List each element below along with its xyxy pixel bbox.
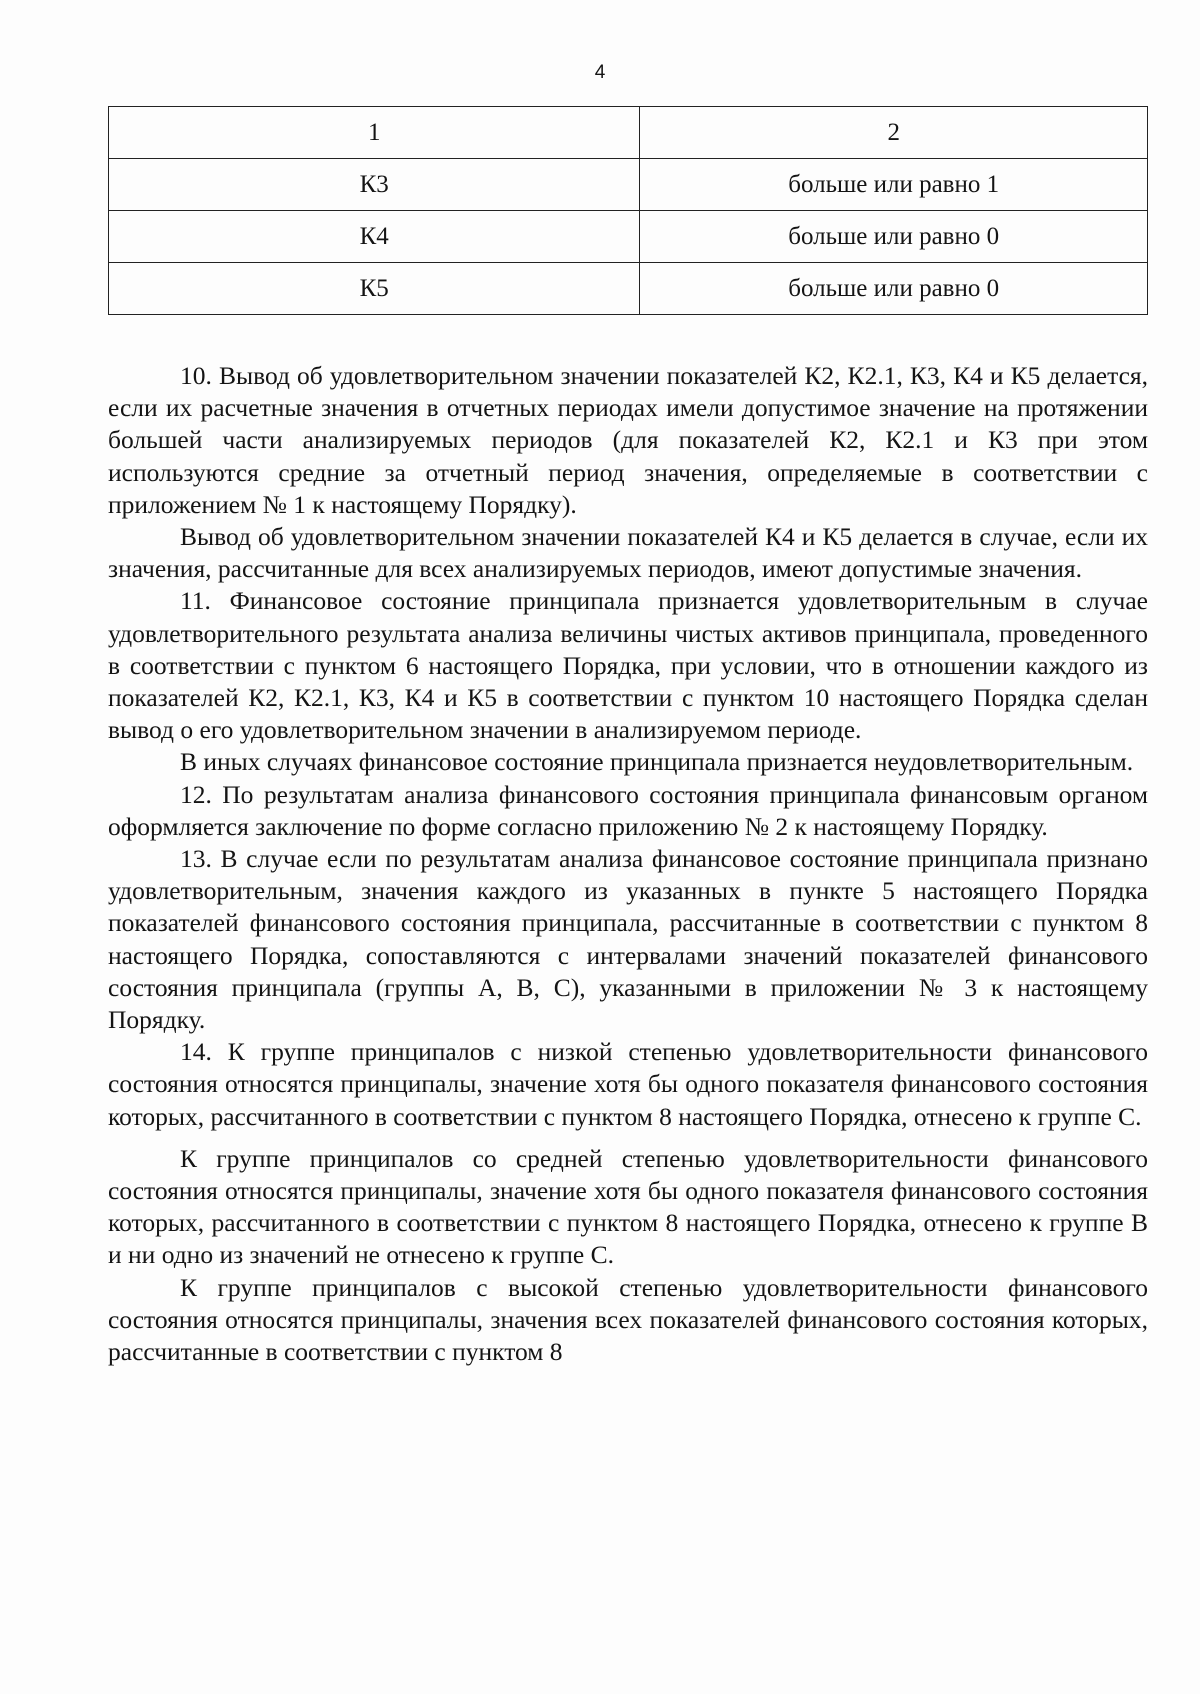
table-row [109,159,1148,211]
paragraph-14-high-group: К группе принципалов с высокой степенью удовлетворительности финансового состояния относятся принципалы, значения всех показателей финансового состояния которых, рассчитанные в соответствии с пунктом 8 [108,1272,1148,1367]
paragraph-11: 11. Финансовое состояние принципала признается удовлетворительным в случае удовлетворительного результата анализа величины чистых активов принципала, проведенного в соответствии с пунктом 6 настоящего Порядка, при условии, что в отношении каждого из показателей К2, К2.1, К3, К4 и К5 в соответствии с пунктом 10 настоящего Порядка сделан вывод о его удовлетворительном значении в анализируемом периоде. [108,586,1148,745]
paragraph-13: 13. В случае если по результатам анализа финансовое состояние принципала признано удовлетворительным, значения каждого из указанных в пункте 5 настоящего Порядка показателей финансового состояния принципала, рассчитанные в соответствии с пунктом 8 настоящего Порядка, сопоставляются с интервалами значений показателей финансового состояния принципала (группы A, B, C), указанными в приложении № 3 к настоящему Порядку. [108,844,1148,1035]
table-header-cell: 2 [640,107,1148,159]
indicator-name-cell: К4 [109,211,640,263]
paragraph-14: 14. К группе принципалов с низкой степенью удовлетворительности финансового состояния относятся принципалы, значение хотя бы одного показателя финансового состояния которых, рассчитанного в соответствии с пунктом 8 настоящего Порядка, отнесено к группе C. [108,1037,1148,1131]
page-number: 4 [594,62,606,83]
paragraph-10: 10. Вывод об удовлетворительном значении показателей К2, К2.1, К3, К4 и К5 делается, если их расчетные значения в отчетных периодах имели допустимое значение на протяжении большей части анализируемых периодов (для показателей К2, К2.1 и К3 при этом используются средние за отчетный период значения, определяемые в соответствии с приложением № 1 к настоящему Порядку). [108,361,1148,519]
indicator-value-cell: больше или равно 0 [640,211,1148,263]
paragraph-14-medium-group: К группе принципалов со средней степенью удовлетворительности финансового состояния относятся принципалы, значение хотя бы одного показателя финансового состояния которых, рассчитанного в соответствии с пунктом 8 настоящего Порядка, отнесено к группе B и ни одно из значений не отнесено к группе C. [108,1143,1148,1270]
indicator-name-cell: К3 [109,159,640,211]
indicator-value-cell: больше или равно 0 [640,263,1148,315]
indicator-name-cell: К5 [109,263,640,315]
paragraph-11-continued: В иных случаях финансовое состояние принципала признается неудовлетворительным. [180,747,1134,777]
document-body [108,360,1148,1368]
indicator-value-cell: больше или равно 1 [640,159,1148,211]
table-row [109,211,1148,263]
table-header-cell: 1 [109,107,640,159]
table-header-row [109,107,1148,159]
indicator-values-table [108,106,1148,315]
paragraph-12: 12. По результатам анализа финансового состояния принципала финансовым органом оформляется заключение по форме согласно приложению № 2 к настоящему Порядку. [108,779,1148,841]
paragraph-10-continued: Вывод об удовлетворительном значении показателей К4 и К5 делается в случае, если их значения, рассчитанные для всех анализируемых периодов, имеют допустимые значения. [108,522,1148,584]
table-row [109,263,1148,315]
